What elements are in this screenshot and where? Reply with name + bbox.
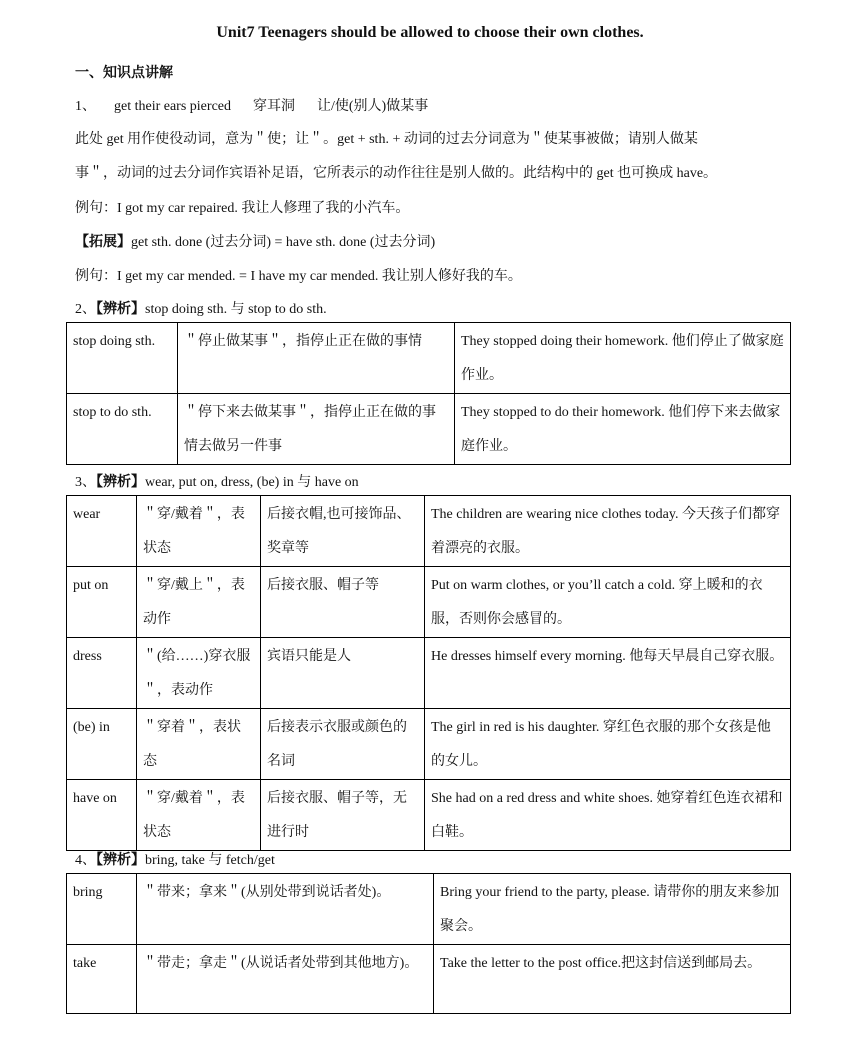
table-cell: 宾语只能是人 [261, 638, 425, 709]
table-cell: He dresses himself every morning. 他每天早晨自己穿衣服。 [425, 638, 791, 709]
table-cell: take [67, 945, 137, 1014]
table-cell: have on [67, 780, 137, 851]
stop-comparison-table [66, 322, 791, 465]
section-heading: 一、知识点讲解 [75, 66, 173, 81]
table-row [67, 323, 791, 394]
table-row [67, 394, 791, 465]
item4-text: bring, take 与 fetch/get [145, 853, 275, 868]
table-cell: ＂穿着＂，表状态 [137, 709, 261, 780]
bring-comparison-table [66, 873, 791, 1014]
table-cell: The girl in red is his daughter. 穿红色衣服的那个女孩是他的女儿。 [425, 709, 791, 780]
table-cell: (be) in [67, 709, 137, 780]
table-cell: bring [67, 874, 137, 945]
example1: 例句：I got my car repaired. 我让人修理了我的小汽车。 [75, 201, 410, 216]
item2-heading [75, 298, 327, 318]
table-cell: 后接衣帽,也可接饰品、奖章等 [261, 496, 425, 567]
item3-number: 3、 [75, 475, 96, 490]
table-cell: ＂穿/戴着＂，表状态 [137, 496, 261, 567]
table-row [67, 780, 791, 851]
item1-number: 1、 [75, 99, 96, 114]
extension-tag: 【拓展】 [75, 235, 131, 250]
table-row [67, 496, 791, 567]
wear-comparison-table [66, 495, 791, 851]
table-cell: Bring your friend to the party, please. 请带你的朋友来参加聚会。 [434, 874, 791, 945]
table-row [67, 874, 791, 945]
table-cell: ＂停止做某事＂，指停止正在做的事情 [178, 323, 455, 394]
para1-line1: 此处 get 用作使役动词，意为＂使；让＂。get + sth. + 动词的过去分词意为＂使某事被做；请别人做某 [75, 132, 698, 147]
example2: 例句：I get my car mended. = I have my car mended. 我让别人修好我的车。 [75, 269, 522, 284]
item3-tag: 【辨析】 [96, 475, 145, 490]
item2-number: 2、 [75, 302, 96, 317]
extension-line [75, 231, 435, 251]
table-cell: ＂穿/戴上＂，表动作 [137, 567, 261, 638]
item1-phrase: get their ears pierced [114, 99, 231, 114]
item2-text: stop doing sth. 与 stop to do sth. [145, 302, 327, 317]
table-row [67, 709, 791, 780]
table-cell: 后接衣服、帽子等 [261, 567, 425, 638]
table-cell: 后接衣服、帽子等，无进行时 [261, 780, 425, 851]
table-cell: ＂穿/戴着＂，表状态 [137, 780, 261, 851]
para1-line2: 事＂，动词的过去分词作宾语补足语，它所表示的动作往往是别人做的。此结构中的 get 也可换成 have。 [75, 166, 718, 181]
item1-meaning: 穿耳洞 [253, 99, 295, 114]
item4-tag: 【辨析】 [96, 853, 145, 868]
item4-heading [75, 849, 275, 869]
item3-text: wear, put on, dress, (be) in 与 have on [145, 475, 359, 490]
table-cell: The children are wearing nice clothes today. 今天孩子们都穿着漂亮的衣服。 [425, 496, 791, 567]
table-cell: stop to do sth. [67, 394, 178, 465]
table-cell: put on [67, 567, 137, 638]
table-cell: They stopped to do their homework. 他们停下来去做家庭作业。 [455, 394, 791, 465]
item2-tag: 【辨析】 [96, 302, 145, 317]
table-cell: ＂停下来去做某事＂，指停止正在做的事情去做另一件事 [178, 394, 455, 465]
page-title: Unit7 Teenagers should be allowed to choose their own clothes. [216, 24, 644, 41]
table-cell: ＂带来；拿来＂(从别处带到说话者处)。 [137, 874, 434, 945]
table-cell: Take the letter to the post office.把这封信送到邮局去。 [434, 945, 791, 1014]
table-row [67, 638, 791, 709]
table-cell: 后接表示衣服或颜色的名词 [261, 709, 425, 780]
table-cell: ＂(给……)穿衣服＂，表动作 [137, 638, 261, 709]
table-cell: ＂带走；拿走＂(从说话者处带到其他地方)。 [137, 945, 434, 1014]
table-row [67, 567, 791, 638]
item3-heading [75, 471, 359, 491]
table-cell: They stopped doing their homework. 他们停止了做家庭作业。 [455, 323, 791, 394]
item1-note: 让/使(别人)做某事 [317, 99, 429, 114]
table-cell: dress [67, 638, 137, 709]
table-cell: wear [67, 496, 137, 567]
extension-text: get sth. done (过去分词) = have sth. done (过去分词) [131, 235, 436, 250]
item4-number: 4、 [75, 853, 96, 868]
table-cell: She had on a red dress and white shoes. 她穿着红色连衣裙和白鞋。 [425, 780, 791, 851]
table-row [67, 945, 791, 1014]
table-cell: stop doing sth. [67, 323, 178, 394]
table-cell: Put on warm clothes, or you’ll catch a cold. 穿上暖和的衣服，否则你会感冒的。 [425, 567, 791, 638]
item1-line [75, 95, 428, 115]
